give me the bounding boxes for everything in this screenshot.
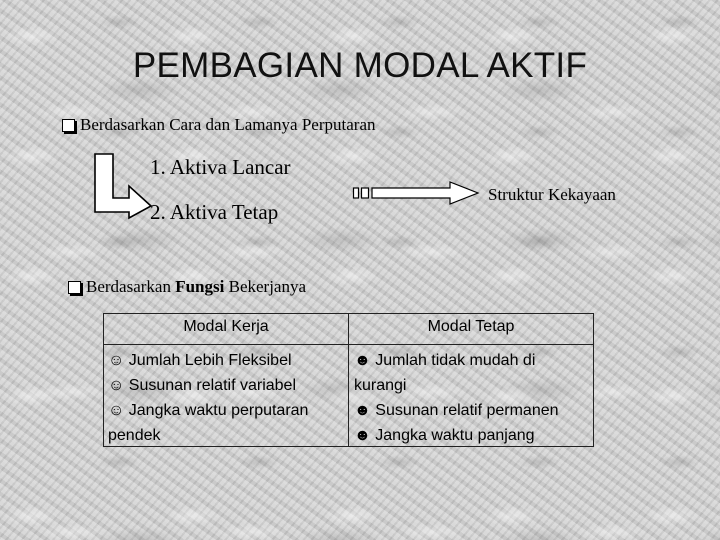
section2-lead: Berdasarkan: [86, 277, 171, 296]
section1-emphasis: Cara dan Lamanya Perputaran: [169, 115, 376, 134]
section1-lead: Berdasarkan: [80, 115, 165, 134]
header-divider: [104, 344, 593, 345]
struktur-kekayaan-label: Struktur Kekayaan: [488, 185, 616, 204]
slide-title: PEMBAGIAN MODAL AKTIF: [132, 46, 588, 85]
modal-kerja-row: ☺ Jumlah Lebih Fleksibel: [108, 352, 292, 369]
modal-tetap-row: ☻ Susunan relatif permanen: [354, 402, 559, 419]
striped-right-arrow-icon: [352, 180, 480, 206]
list-item-aktiva-lancar: 1. Aktiva Lancar: [150, 155, 291, 179]
modal-tetap-cell: [354, 348, 592, 448]
modal-kerja-row: ☺ Jangka waktu perputaran pendek: [108, 402, 309, 444]
modal-kerja-row: ☺ Susunan relatif variabel: [108, 377, 296, 394]
header-modal-kerja: Modal Kerja: [183, 318, 269, 335]
section2-bullet: [68, 277, 306, 297]
checkbox-bullet-icon: [62, 119, 75, 132]
section1-bullet: [62, 115, 376, 135]
checkbox-bullet-icon: [68, 281, 81, 294]
header-modal-tetap: Modal Tetap: [427, 318, 515, 335]
comparison-table: [103, 313, 594, 447]
modal-tetap-row: ☻ Jumlah tidak mudah di kurangi: [354, 352, 536, 394]
modal-tetap-row: ☻ Jangka waktu panjang: [354, 427, 535, 444]
modal-kerja-cell: [108, 348, 344, 448]
bent-arrow-icon: [93, 152, 155, 220]
section2-emphasis: Fungsi: [175, 277, 225, 296]
list-item-aktiva-tetap: 2. Aktiva Tetap: [150, 200, 279, 224]
section2-trail: Bekerjanya: [228, 277, 307, 296]
